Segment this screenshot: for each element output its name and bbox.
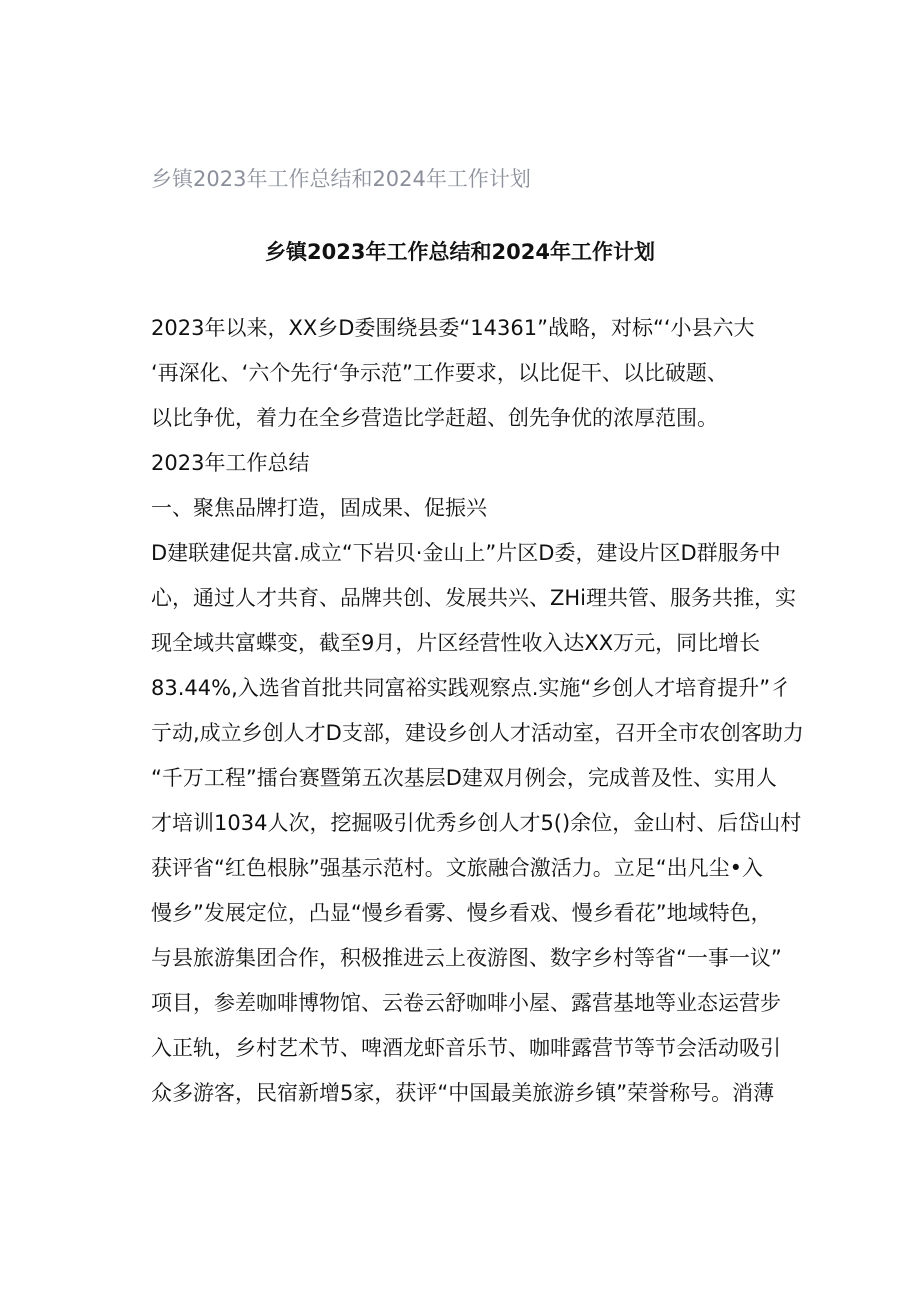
body-line: 83.44%,入选省首批共同富裕实践观察点.实施“乡创人才培育提升”彳 (151, 676, 792, 700)
running-header-title: 乡镇2023年工作总结和2024年工作计划 (151, 167, 531, 191)
document-title: 乡镇2023年工作总结和2024年工作计划 (265, 240, 655, 264)
body-line: 慢乡”发展定位，凸显“慢乡看雾、慢乡看戏、慢乡看花”地域特色， (151, 901, 772, 925)
section-heading: 2023年工作总结 (151, 451, 310, 475)
subsection-heading: 一、聚焦品牌打造，固成果、促振兴 (151, 496, 487, 520)
body-line: 项目，参差咖啡博物馆、云卷云舒咖啡小屋、露营基地等业态运营步 (151, 991, 781, 1015)
body-line: 与县旅游集团合作，积极推进云上夜游图、数字乡村等省“一事一议” (151, 946, 782, 970)
body-line: 现全域共富蝶变，截至9月，片区经营性收入达XX万元，同比增长 (151, 631, 761, 655)
intro-line: 以比争优，着力在全乡营造比学赶超、创先争优的浓厚范围。 (151, 406, 718, 430)
intro-line: ‘再深化、‘六个先行‘争示范”工作要求，以比促干、以比破题、 (151, 361, 728, 385)
body-line: 入正轨，乡村艺术节、啤酒龙虾音乐节、咖啡露营节等节会活动吸引 (151, 1036, 781, 1060)
body-line: 众多游客，民宿新增5家，获评“中国最美旅游乡镇”荣誉称号。消薄 (151, 1081, 775, 1105)
body-line: 才培训1034人次，挖掘吸引优秀乡创人才5()余位，金山村、后岱山村 (151, 811, 802, 835)
body-line: D建联建促共富.成立“下岩贝·金山上”片区D委，建设片区D群服务中 (151, 541, 781, 565)
body-line: 心，通过人才共育、品牌共创、发展共兴、ZHi理共管、服务共推，实 (151, 586, 797, 610)
body-line: 亍动,成立乡创人才D支部，建设乡创人才活动室，召开全市农创客助力 (151, 721, 804, 745)
intro-line: 2023年以来，XX乡D委围绕县委“14361”战略，对标“‘小县六大 (151, 316, 755, 340)
body-line: “千万工程”擂台赛暨第五次基层D建双月例会，完成普及性、实用人 (151, 766, 777, 790)
body-line: 获评省“红色根脉”强基示范村。文旅融合激活力。立足“出凡尘•入 (151, 856, 764, 880)
